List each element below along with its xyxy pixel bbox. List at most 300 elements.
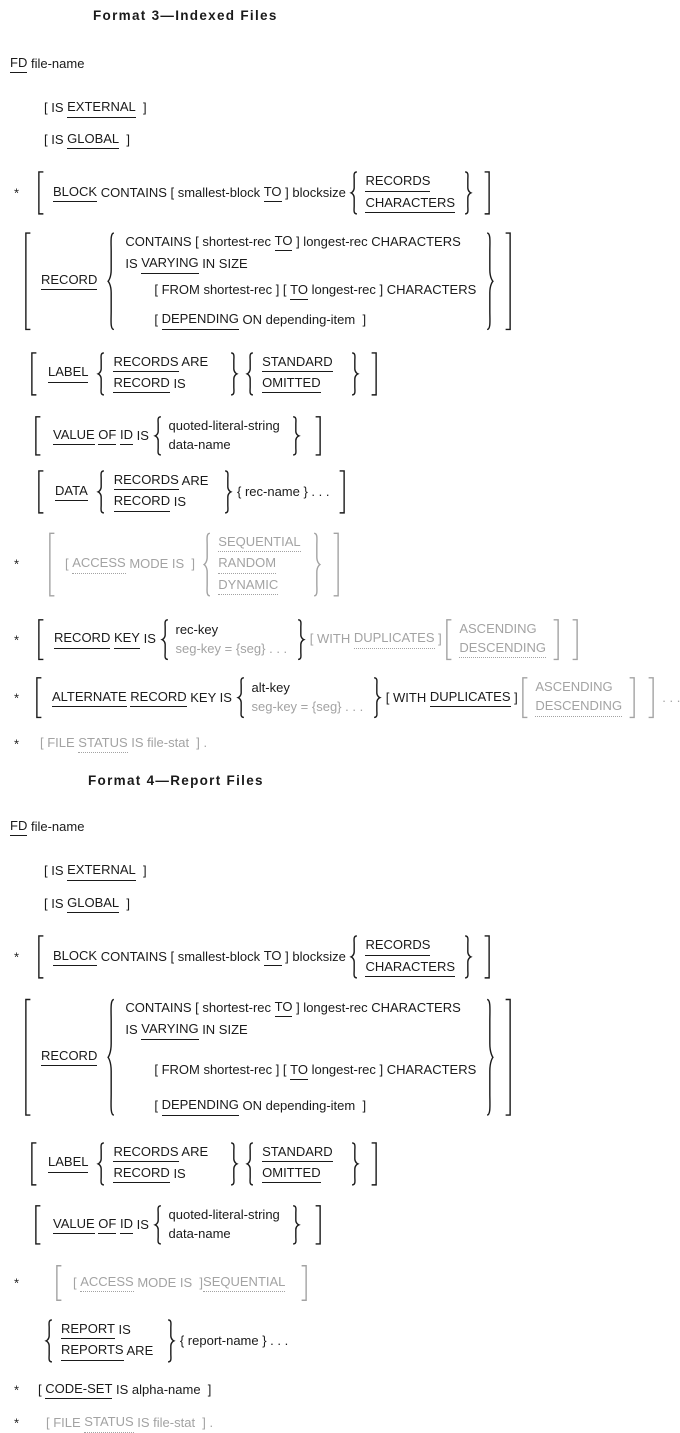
spacer (115, 1057, 125, 1058)
syntax-word: [ FROM shortest-rec ] [ (154, 282, 291, 298)
spacer (33, 1057, 41, 1058)
right-bracket-icon (313, 1205, 322, 1245)
choice-stack (61, 1319, 153, 1363)
syntax-line (0, 895, 619, 913)
left-bracket-icon (55, 1265, 64, 1301)
syntax-word: STANDARD (262, 1144, 333, 1162)
left-brace-icon (106, 997, 115, 1118)
syntax-word: DUPLICATES (430, 689, 511, 707)
spacer (301, 564, 313, 565)
left-brace-icon (96, 352, 105, 396)
syntax-line (0, 1319, 619, 1363)
syntax-word: ] (434, 631, 446, 647)
syntax-word: CONTAINS [ smallest-block (97, 948, 264, 964)
left-bracket-icon (24, 231, 33, 332)
format3-title: Format 3—Indexed Files (93, 8, 278, 23)
syntax-word: ARE (178, 354, 209, 370)
choice-stack (262, 352, 333, 396)
right-brace-icon (230, 352, 239, 396)
syntax-word: [ (73, 1274, 81, 1290)
syntax-word: SEQUENTIAL (218, 534, 300, 552)
right-bracket-icon (570, 619, 579, 660)
left-bracket-icon (35, 677, 44, 718)
syntax-line (0, 997, 619, 1118)
spacer (360, 373, 369, 374)
syntax-word: ACCESS (80, 1274, 133, 1292)
spacer (333, 1163, 351, 1164)
syntax-word: TO (264, 184, 282, 202)
left-brace-icon (245, 1142, 254, 1186)
spacer (208, 1163, 230, 1164)
syntax-word: ] (119, 131, 130, 147)
syntax-word: TO (290, 1062, 308, 1080)
right-bracket-icon (482, 171, 491, 215)
syntax-line (0, 1142, 619, 1186)
left-bracket-icon (445, 619, 454, 660)
syntax-word: FD (10, 55, 27, 73)
spacer (64, 1283, 73, 1284)
left-bracket-icon (34, 1205, 43, 1245)
syntax-word: ID (120, 427, 133, 445)
syntax-word: CONTAINS [ shortest-rec (125, 999, 275, 1015)
syntax-word: TO (275, 999, 293, 1017)
syntax-word: [ IS (44, 895, 68, 911)
syntax-word: DEPENDING (162, 1097, 239, 1115)
syntax-word: LABEL (48, 1154, 88, 1172)
spacer (169, 639, 176, 640)
syntax-word: [ IS (44, 100, 68, 116)
right-bracket-icon (313, 416, 322, 456)
syntax-word: IS alpha-name ] (112, 1381, 212, 1397)
spacer (285, 1283, 299, 1284)
syntax-word: IS (139, 631, 160, 647)
left-brace-icon (245, 352, 254, 396)
syntax-word: [ FILE (46, 1414, 85, 1430)
syntax-word: BLOCK (53, 948, 97, 966)
syntax-line (0, 735, 619, 753)
spacer (280, 1225, 292, 1226)
spacer (46, 491, 55, 492)
syntax-line (0, 532, 619, 597)
syntax-word: data-name (168, 437, 231, 453)
syntax-line (0, 862, 619, 880)
syntax-word: REPORT (61, 1321, 115, 1339)
syntax-word: IS (169, 1165, 186, 1181)
spacer (57, 564, 65, 565)
choice-stack (176, 620, 288, 660)
left-brace-icon (236, 677, 245, 718)
syntax-word: STANDARD (262, 354, 333, 372)
syntax-word: file-name (27, 818, 85, 834)
syntax-line (0, 1205, 619, 1245)
syntax-word: RECORD (113, 375, 169, 393)
spacer (245, 697, 252, 698)
syntax-word: EXTERNAL (67, 99, 136, 117)
syntax-word: REPORTS (61, 1342, 124, 1360)
syntax-word: STATUS (78, 735, 127, 753)
spacer (105, 373, 113, 374)
spacer (301, 436, 313, 437)
right-brace-icon (292, 1205, 301, 1245)
syntax-line (0, 55, 619, 73)
spacer (33, 281, 41, 282)
syntax-word: RANDOM (218, 555, 276, 573)
syntax-word: DESCENDING (459, 640, 546, 658)
spacer (254, 1163, 262, 1164)
footnote-asterisk: * (14, 1275, 20, 1291)
right-bracket-icon (369, 352, 378, 396)
syntax-word: GLOBAL (67, 131, 119, 149)
syntax-word: DYNAMIC (218, 577, 278, 595)
syntax-word: OF (98, 427, 116, 445)
syntax-line (0, 935, 619, 979)
syntax-word: [ (154, 1097, 162, 1113)
syntax-word: [ (154, 311, 162, 327)
syntax-word: seg-key = {seg} . . . (175, 640, 288, 656)
syntax-word: DESCENDING (535, 698, 622, 716)
right-bracket-icon (627, 677, 636, 718)
spacer (322, 564, 331, 565)
spacer (358, 957, 365, 958)
spacer (455, 193, 464, 194)
syntax-word: IS (132, 1216, 153, 1232)
syntax-word: ARE (123, 1343, 154, 1359)
syntax-line (0, 352, 619, 396)
syntax-word: . (199, 735, 208, 751)
right-brace-icon (167, 1319, 176, 1363)
left-brace-icon (349, 935, 358, 979)
syntax-word: RECORDS (113, 1144, 178, 1162)
syntax-word: longest-rec ] CHARACTERS (307, 282, 477, 298)
syntax-word: ] blocksize (281, 184, 350, 200)
syntax-word: ARE (178, 1144, 209, 1160)
syntax-word: TO (290, 282, 308, 300)
spacer (44, 697, 52, 698)
spacer (333, 373, 351, 374)
syntax-word: ASCENDING (535, 679, 613, 695)
syntax-word: OMITTED (262, 375, 321, 393)
right-brace-icon (297, 619, 306, 660)
syntax-word: RECORDS (365, 937, 430, 955)
spacer (46, 193, 53, 194)
syntax-word: CHARACTERS (365, 959, 455, 977)
left-brace-icon (106, 231, 115, 332)
syntax-word: { rec-name } . . . (233, 483, 334, 499)
left-bracket-icon (48, 532, 57, 597)
syntax-line (0, 231, 619, 332)
syntax-word: RECORDS (114, 472, 179, 490)
left-brace-icon (160, 619, 169, 660)
syntax-word: quoted-literal-string (168, 418, 280, 434)
right-brace-icon (351, 1142, 360, 1186)
syntax-line (0, 131, 619, 149)
spacer (287, 639, 297, 640)
left-brace-icon (153, 416, 162, 456)
spacer (46, 639, 54, 640)
left-brace-icon (44, 1319, 53, 1363)
syntax-word: ACCESS (72, 555, 125, 573)
spacer (153, 1340, 167, 1341)
syntax-word: OF (98, 1216, 116, 1234)
syntax-word: IS (125, 1022, 142, 1038)
syntax-word: CHARACTERS (365, 195, 455, 213)
syntax-word: GLOBAL (67, 895, 119, 913)
syntax-word: ] longest-rec CHARACTERS (292, 233, 461, 249)
syntax-word: VARYING (141, 255, 198, 273)
syntax-line (0, 171, 619, 215)
footnote-asterisk: * (14, 1415, 20, 1431)
syntax-word: file-name (27, 55, 85, 71)
syntax-word: TO (275, 233, 293, 251)
spacer (560, 639, 570, 640)
footnote-asterisk: * (14, 1382, 20, 1398)
syntax-word: rec-key (175, 621, 219, 637)
syntax-word: data-name (168, 1226, 231, 1242)
spacer (88, 1163, 96, 1164)
spacer (46, 957, 53, 958)
choice-stack (114, 470, 209, 514)
spacer (476, 281, 486, 282)
syntax-word: CONTAINS [ smallest-block (97, 184, 264, 200)
syntax-word: VARYING (141, 1021, 198, 1039)
syntax-word: quoted-literal-string (168, 1207, 280, 1223)
right-brace-icon (351, 352, 360, 396)
right-brace-icon (292, 416, 301, 456)
left-bracket-icon (37, 171, 46, 215)
footnote-asterisk: * (14, 185, 20, 201)
spacer (211, 564, 218, 565)
choice-stack (459, 619, 546, 660)
spacer (162, 436, 169, 437)
syntax-word: IS (125, 256, 142, 272)
choice-stack (125, 231, 476, 332)
syntax-word: ] (510, 689, 522, 705)
syntax-line (0, 416, 619, 456)
spacer (358, 193, 365, 194)
left-bracket-icon (34, 416, 43, 456)
right-bracket-icon (551, 619, 560, 660)
syntax-word: LABEL (48, 364, 88, 382)
spacer (476, 1057, 486, 1058)
syntax-word: RECORD (130, 689, 186, 707)
left-bracket-icon (521, 677, 530, 718)
right-bracket-icon (369, 1142, 378, 1186)
choice-stack (252, 678, 364, 718)
spacer (39, 1163, 48, 1164)
choice-stack (113, 1142, 208, 1186)
syntax-word: RECORD (41, 272, 97, 290)
spacer (280, 436, 292, 437)
right-brace-icon (373, 677, 382, 718)
syntax-word: [ WITH (382, 689, 430, 705)
left-brace-icon (96, 1142, 105, 1186)
right-bracket-icon (503, 997, 512, 1118)
spacer (254, 373, 262, 374)
syntax-word: ] longest-rec CHARACTERS (292, 999, 461, 1015)
syntax-line (0, 1265, 619, 1301)
right-brace-icon (224, 470, 233, 514)
syntax-word: SEQUENTIAL (203, 1274, 285, 1292)
syntax-word: ] (119, 895, 130, 911)
syntax-line (0, 818, 619, 836)
syntax-word: [ IS (44, 863, 68, 879)
syntax-word: ] (135, 863, 147, 879)
left-brace-icon (349, 171, 358, 215)
right-bracket-icon (646, 677, 655, 718)
syntax-word: ON depending-item ] (238, 1097, 367, 1113)
left-brace-icon (153, 1205, 162, 1245)
syntax-line (0, 1381, 619, 1399)
syntax-word: [ (38, 1381, 46, 1397)
syntax-word: ALTERNATE (52, 689, 127, 707)
spacer (105, 1163, 113, 1164)
spacer (43, 1225, 53, 1226)
syntax-word: DUPLICATES (354, 630, 435, 648)
right-brace-icon (486, 997, 495, 1118)
syntax-word: DEPENDING (162, 311, 239, 329)
syntax-word: RECORD (54, 630, 110, 648)
spacer (363, 697, 373, 698)
spacer (115, 281, 125, 282)
syntax-word: CODE-SET (45, 1381, 112, 1399)
syntax-word: DATA (55, 483, 88, 501)
syntax-word: [ (65, 556, 73, 571)
right-bracket-icon (331, 532, 340, 597)
right-brace-icon (313, 532, 322, 597)
syntax-word: OMITTED (262, 1165, 321, 1183)
spacer (97, 1057, 106, 1058)
syntax-word: { report-name } . . . (176, 1332, 289, 1348)
spacer (162, 1225, 169, 1226)
footnote-asterisk: * (14, 949, 20, 965)
syntax-word: RECORDS (113, 354, 178, 372)
syntax-word: IS (132, 427, 153, 443)
syntax-word: . (205, 1414, 214, 1430)
syntax-word: IS file-stat ] (133, 1414, 206, 1430)
syntax-word: IS (114, 1321, 131, 1337)
choice-stack (365, 171, 455, 215)
spacer (43, 436, 53, 437)
syntax-word: IN SIZE (198, 256, 248, 272)
spacer (636, 697, 646, 698)
syntax-word: BLOCK (53, 184, 97, 202)
syntax-word: RECORDS (365, 173, 430, 191)
syntax-line (0, 99, 619, 117)
syntax-word: RECORD (114, 493, 170, 511)
syntax-word: ] blocksize (281, 948, 350, 964)
spacer (39, 373, 48, 374)
left-bracket-icon (24, 997, 33, 1118)
syntax-word: [ FROM shortest-rec ] [ (154, 1062, 291, 1078)
spacer (473, 957, 482, 958)
syntax-word: FD (10, 818, 27, 836)
section-title-line (0, 8, 619, 23)
left-brace-icon (202, 532, 211, 597)
syntax-word: MODE IS ] (133, 1274, 204, 1290)
syntax-word: [ IS (44, 131, 68, 147)
right-bracket-icon (503, 231, 512, 332)
format4-title: Format 4—Report Files (88, 772, 264, 788)
syntax-word: MODE IS ] (125, 556, 203, 571)
syntax-word: STATUS (84, 1414, 133, 1432)
syntax-word: [ WITH (306, 631, 354, 647)
syntax-word: TO (264, 948, 282, 966)
footnote-asterisk: * (14, 690, 20, 706)
syntax-word: RECORD (41, 1048, 97, 1066)
syntax-word: alt-key (251, 680, 290, 696)
section-title-line (0, 773, 619, 788)
left-bracket-icon (30, 1142, 39, 1186)
syntax-line (0, 677, 680, 718)
choice-stack (535, 677, 622, 718)
choice-stack (169, 1205, 280, 1245)
syntax-line (0, 470, 619, 514)
right-brace-icon (464, 171, 473, 215)
choice-stack (125, 997, 476, 1118)
syntax-word: KEY (114, 630, 140, 648)
syntax-word: CONTAINS [ shortest-rec (125, 233, 275, 249)
choice-stack (169, 416, 280, 456)
syntax-word: ] (135, 100, 147, 116)
footnote-asterisk: * (14, 632, 20, 648)
left-bracket-icon (37, 619, 46, 660)
left-bracket-icon (37, 935, 46, 979)
syntax-word: longest-rec ] CHARACTERS (307, 1062, 477, 1078)
syntax-word: KEY IS (186, 689, 236, 705)
right-bracket-icon (337, 470, 346, 514)
syntax-word: VALUE (53, 1216, 95, 1234)
syntax-word: [ FILE (40, 735, 79, 751)
syntax-reference-page (0, 8, 680, 1433)
choice-stack (262, 1142, 333, 1186)
spacer (208, 373, 230, 374)
spacer (105, 491, 114, 492)
footnote-asterisk: * (14, 736, 20, 752)
spacer (301, 1225, 313, 1226)
choice-stack (218, 532, 300, 597)
spacer (208, 491, 224, 492)
syntax-word: . . . (655, 689, 680, 705)
left-bracket-icon (30, 352, 39, 396)
syntax-word: VALUE (53, 427, 95, 445)
right-brace-icon (486, 231, 495, 332)
syntax-word: IS (170, 494, 186, 510)
syntax-line (0, 1414, 619, 1432)
spacer (455, 957, 464, 958)
syntax-line (0, 619, 619, 660)
syntax-word: IS (169, 375, 186, 391)
spacer (53, 1340, 61, 1341)
left-brace-icon (96, 470, 105, 514)
syntax-word: IS file-stat ] (127, 735, 200, 751)
syntax-word: RECORD (113, 1165, 169, 1183)
spacer (473, 193, 482, 194)
spacer (360, 1163, 369, 1164)
choice-stack (365, 935, 455, 979)
spacer (88, 491, 96, 492)
right-bracket-icon (299, 1265, 308, 1301)
spacer (88, 373, 96, 374)
spacer (97, 281, 106, 282)
syntax-word: ON depending-item ] (238, 311, 367, 327)
syntax-word: ID (120, 1216, 133, 1234)
right-bracket-icon (482, 935, 491, 979)
syntax-word: EXTERNAL (67, 862, 136, 880)
syntax-word: ARE (178, 472, 209, 488)
footnote-asterisk: * (14, 556, 20, 572)
right-brace-icon (464, 935, 473, 979)
syntax-word: IN SIZE (198, 1022, 248, 1038)
